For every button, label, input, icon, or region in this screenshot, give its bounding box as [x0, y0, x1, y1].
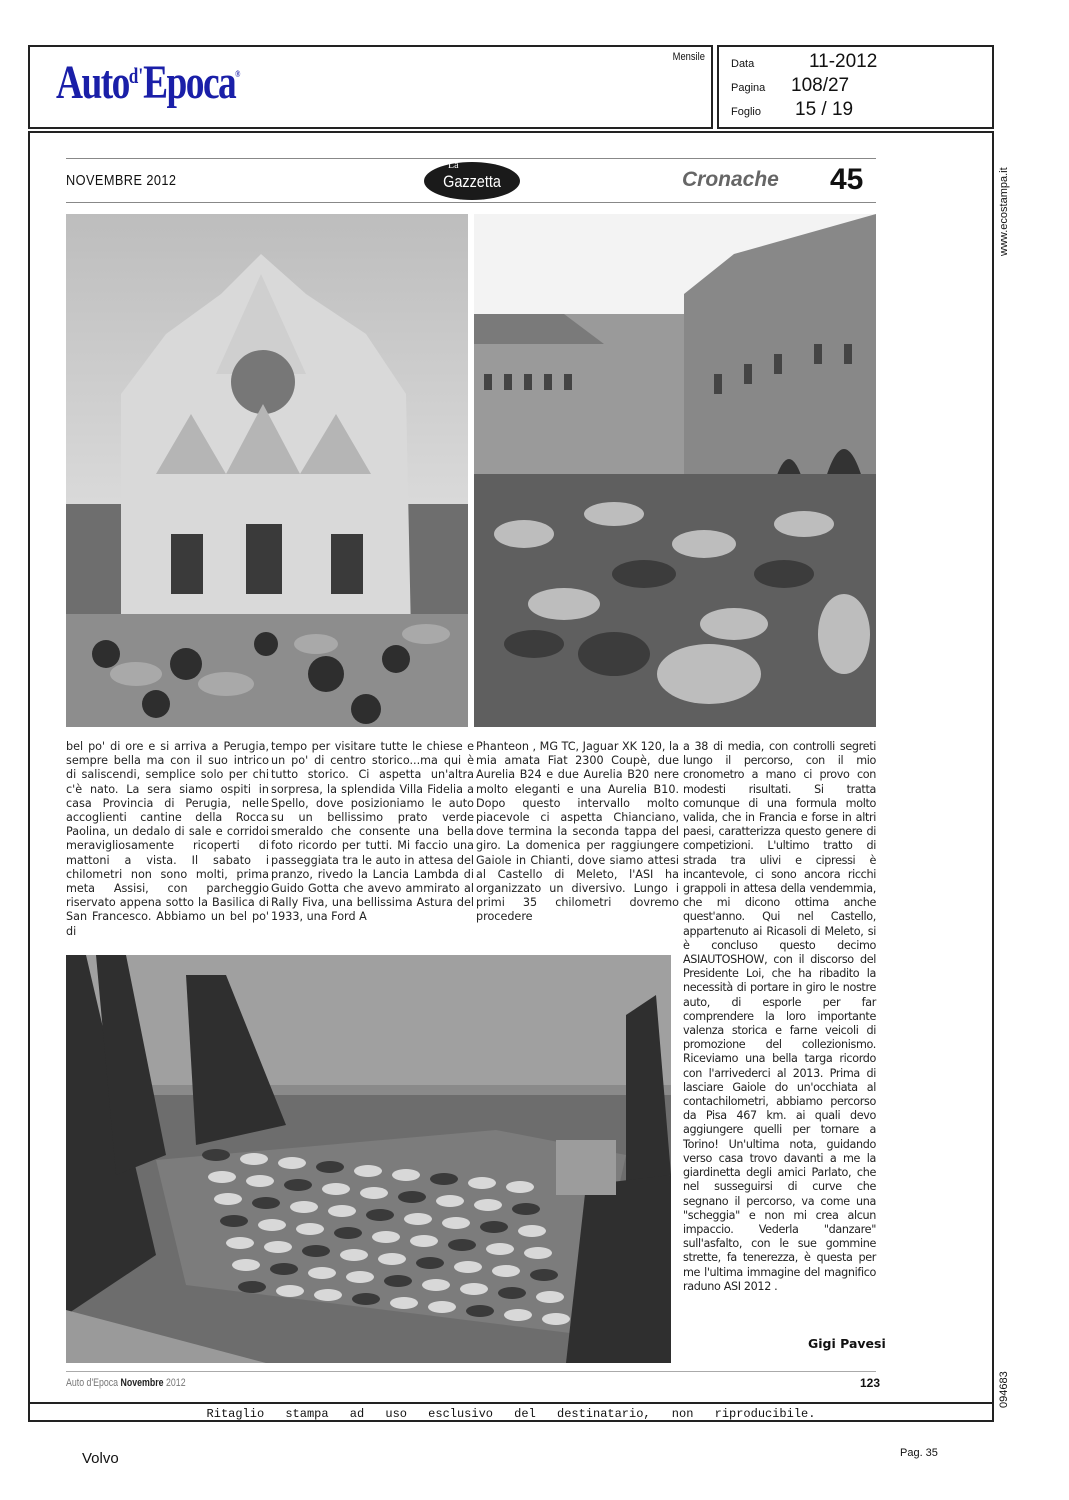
magazine-footer-page: 123 [860, 1376, 881, 1390]
parked-car [278, 1157, 306, 1169]
magazine-footer-title: Auto d'Epoca Novembre 2012 [66, 1377, 186, 1389]
parked-car [252, 1197, 280, 1209]
parked-car [460, 1283, 488, 1295]
parked-car [506, 1181, 534, 1193]
parked-car [302, 1245, 330, 1257]
parked-car [284, 1179, 312, 1191]
meta-sheet: Foglio 15 / 19 [731, 99, 854, 120]
parked-car [258, 1219, 286, 1231]
parked-car [270, 1263, 298, 1275]
gazzetta-logo: La Gazzetta [424, 162, 520, 200]
issue-date: NOVEMBRE 2012 [66, 172, 177, 189]
castle-parking-photo [66, 955, 671, 1363]
parked-car [202, 1149, 230, 1161]
castle-parking-image [66, 955, 671, 1363]
article-column-1: bel po' di ore e si arriva a Perugia, sempre bella ma con il suo intrico di saliscendi, semplice solo per chi c'è nato. La sera siamo ospiti in casa Provincia di Perugia, nelle accoglienti cantine della Rocca Paolina, un dedalo di sale e corridoi meravigliosamente ricoperti di mattoni a vista. Il sabato i chilometri non sono molti, prima meta Assisi, con parcheggio riservato appena sotto la Basilica di San Francesco. Abbiamo un bel po' di [66, 740, 269, 938]
parked-car [238, 1281, 266, 1293]
parked-car [208, 1171, 236, 1183]
document-page-number: Pag. 35 [900, 1447, 938, 1459]
ecostampa-url: www.ecostampa.it [998, 167, 1010, 256]
meta-page: Pagina 108/27 [731, 75, 850, 96]
parked-car [390, 1297, 418, 1309]
parked-car [416, 1257, 444, 1269]
parked-car [226, 1237, 254, 1249]
document-code: 094683 [998, 1371, 1010, 1408]
publication-logo: Auto$^{d'}$Epoca® [56, 56, 239, 109]
article-column-4: a 38 di media, con controlli segreti lungo il percorso, con il mio cronometro a mano ci provo con modesti risultati. Si tratta comunque di una formula molto valida, che in Francia e forse in altri paesi, caratterizza questo genere di competizioni. L'ultimo tratto di strada tra ulivi e cipressi è incantevole, ci sono ancora ricchi grappoli in attesa della vendemmia, che mi dicono ottima anche quest'anno. Qui nel Castello, appartenuto ai Ricasoli di Meleto, si è concluso questo decimo ASIAUTOSHOW, con il discorso del Presidente Loi, che ha ribadito la necessità di portare in giro le nostre auto, di esporle per far comprendere la loro importante valenza storica e farne veicoli di promozione del collezionismo. Riceviamo una bella targa ricordo con l'arrivederci al 2013. Prima di lasciare Gaiole do un'occhiata al contachilometri, abbiamo percorso da Pisa 467 km. ai quali devo aggiungere quelli per tornare a Torino! Un'ultima nota, guidando verso casa trovo davanti a me la giardinetta degli amici Parlato, che nel susseguirsi di curve che segnano il percorso, va come una "scheggia" e non mi crea alcun impaccio. Vederla "danzare" sull'asfalto, con le sue gommine strette, fa tenerezza, è questa per me l'ultima immagine del magnifico raduno ASI 2012 . [683, 740, 876, 1293]
parked-car [498, 1287, 526, 1299]
parked-car [436, 1195, 464, 1207]
parked-car [518, 1225, 546, 1237]
parked-car [240, 1153, 268, 1165]
parked-car [322, 1183, 350, 1195]
frequency-label: Mensile [672, 51, 705, 63]
parked-car [352, 1293, 380, 1305]
siena-cathedral-photo [66, 214, 468, 727]
parked-car [354, 1165, 382, 1177]
header-rule-top [66, 158, 876, 159]
parked-car [246, 1175, 274, 1187]
parked-car [392, 1169, 420, 1181]
parked-car [290, 1201, 318, 1213]
article-column-2: tempo per visitare tutte le chiese e un po' di centro storico...ma qui è tutto storico. Ci aspetta un'altra sorpresa, la splendida Villa Fidelia a Spello, dove posizioniamo le auto su un bellissimo prato verde smeraldo che consente una bella foto ricordo per tutti. Mi faccio una passeggiata tra le auto in attesa del pranzo, rivedo la Lancia Lambda di Guido Gotta che avevo ammirato al Rally Fiva, una bellissima Astura del 1933, una Ford A [271, 740, 474, 924]
parked-car [314, 1289, 342, 1301]
publication-meta [717, 45, 994, 129]
section-title: Cronache [682, 168, 779, 191]
parked-car [480, 1221, 508, 1233]
parked-car [410, 1235, 438, 1247]
magazine-page-number: 45 [830, 163, 864, 196]
parked-car [448, 1239, 476, 1251]
meta-date: Data 11-2012 [731, 51, 878, 72]
clipping-notice: Ritaglio stampa ad uso esclusivo del destinatario, non riproducibile. [206, 1407, 816, 1421]
parked-car [468, 1177, 496, 1189]
piazza-cars-photo [474, 214, 876, 727]
parked-car [454, 1261, 482, 1273]
parked-car [328, 1205, 356, 1217]
parked-car [404, 1213, 432, 1225]
parked-car [366, 1209, 394, 1221]
header-rule-bottom [66, 202, 876, 203]
parked-car [486, 1243, 514, 1255]
parked-car [308, 1267, 336, 1279]
footer-rule [66, 1371, 876, 1372]
parked-car [530, 1269, 558, 1281]
parked-car [264, 1241, 292, 1253]
siena-cathedral-image [66, 214, 468, 727]
article-column-3: Phanteon , MG TC, Jaguar XK 120, la mia amata Fiat 2300 Coupè, due Aurelia B24 e due Aurelia B20 nere molto eleganti e una Aurelia B10. Dopo questo intervallo molto piacevole ci aspetta Chianciano, dove termina la seconda tappa del giro. La domenica per raggiungere Gaiole in Chianti, dove siamo attesi al Castello di Meleto, l'ASI ha organizzato un diversivo. Lungo i primi 35 chilometri dovremo procedere [476, 740, 679, 924]
parked-car [512, 1203, 540, 1215]
parked-car [372, 1231, 400, 1243]
parked-car [422, 1279, 450, 1291]
client-name: Volvo [82, 1450, 119, 1467]
parked-car [316, 1161, 344, 1173]
parked-car [442, 1217, 470, 1229]
parked-car [214, 1193, 242, 1205]
parked-car [430, 1173, 458, 1185]
parked-car [232, 1259, 260, 1271]
parked-car [346, 1271, 374, 1283]
parked-car [474, 1199, 502, 1211]
parked-car [334, 1227, 362, 1239]
parked-car [220, 1215, 248, 1227]
parked-car [428, 1301, 456, 1313]
parked-car [524, 1247, 552, 1259]
parked-car [296, 1223, 324, 1235]
parked-car [466, 1305, 494, 1317]
parked-car [536, 1291, 564, 1303]
article-author: Gigi Pavesi [808, 1336, 886, 1351]
parked-car [384, 1275, 412, 1287]
parked-car [504, 1309, 532, 1321]
parked-car [276, 1285, 304, 1297]
parked-car [378, 1253, 406, 1265]
parked-car [542, 1313, 570, 1325]
parked-car [492, 1265, 520, 1277]
parked-car [340, 1249, 368, 1261]
piazza-cars-image [474, 214, 876, 727]
clipping-notice-bar [28, 1402, 994, 1424]
parked-car [398, 1191, 426, 1203]
parked-car [360, 1187, 388, 1199]
publication-header [28, 45, 713, 129]
